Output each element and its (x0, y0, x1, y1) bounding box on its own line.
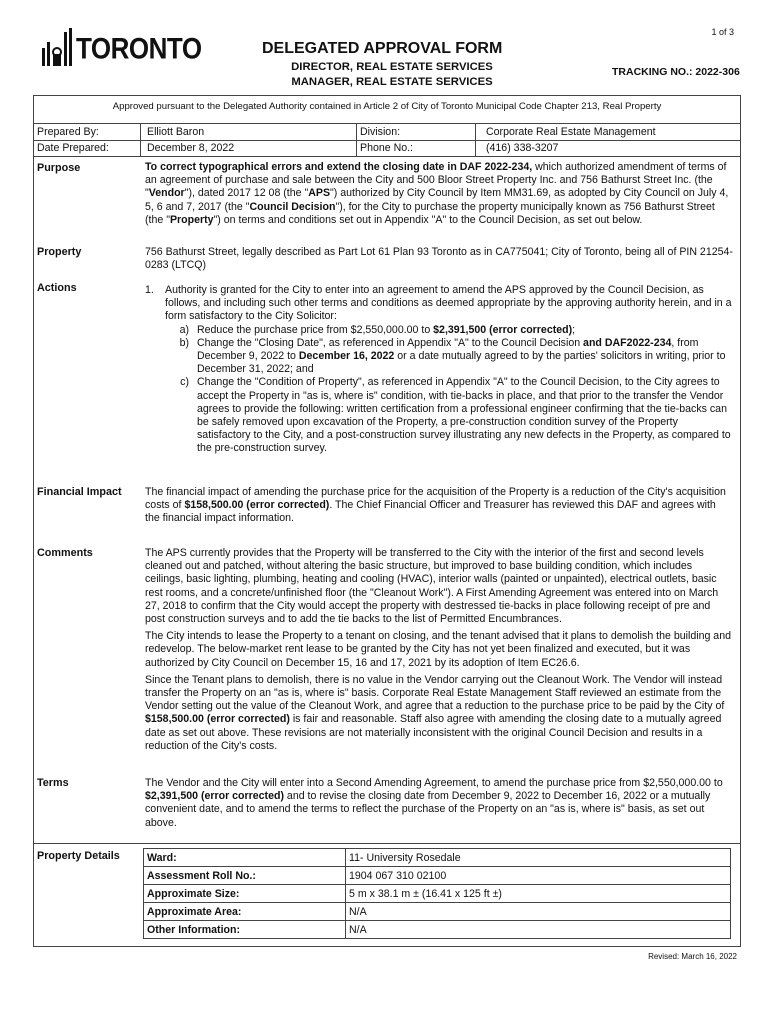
toronto-logo (40, 26, 202, 70)
table-row (144, 885, 731, 903)
logo-wordmark: TORONTO (76, 31, 202, 66)
divider (140, 123, 141, 156)
list-item: c) Change the "Condition of Property", as referenced in Appendix "A" to the Council Decision, to the City agrees to accept the Property in "as is, where is" condition, with tie-backs in place, and that prior to the transfer the Vendor agrees to provide the following: written certification from a professional engineer confirming that the tie-backs can be safely removed upon excavation of the Property, a pre-construction condition survey of the Property satisfactory to the City, and a post-construction survey illustrating any new defects in the Property, as compared to the pre-construction survey. (180, 376, 731, 455)
detail-key: Approximate Area: (144, 903, 346, 921)
detail-key: Approximate Size: (144, 885, 346, 903)
phone-label: Phone No.: (360, 142, 414, 154)
table-row (144, 849, 731, 867)
date-prepared-label: Date Prepared: (37, 142, 109, 154)
revised-date: Revised: March 16, 2022 (648, 952, 737, 961)
table-row (144, 867, 731, 885)
detail-key: Assessment Roll No.: (144, 867, 346, 885)
form-subtitle (262, 60, 522, 90)
detail-value: 5 m x 38.1 m ± (16.41 x 125 ft ±) (346, 885, 731, 903)
property-details-label: Property Details (37, 850, 120, 862)
subtitle-line-1: DIRECTOR, REAL ESTATE SERVICES (291, 61, 493, 73)
detail-key: Other Information: (144, 921, 346, 939)
prepared-by-value: Elliott Baron (147, 126, 205, 138)
terms-text: The Vendor and the City will enter into a Second Amending Agreement, to amend the purchase price from $2,550,000.00 to $2,391,500 (error corrected) and to revise the closing date from December 9, 2022 to December 16, 2022 or a mutually convenient date, and to amend the terms to reflect the purchase of the Property on an "as is, where is" basis, as set out above. (145, 777, 723, 829)
purpose-label: Purpose (37, 162, 81, 174)
page-number: 1 of 3 (711, 27, 734, 37)
detail-value: 11- University Rosedale (346, 849, 731, 867)
actions-text (145, 284, 733, 456)
detail-value: N/A (346, 903, 731, 921)
list-item: a) Reduce the purchase price from $2,550,000.00 to $2,391,500 (error corrected); (179, 323, 576, 336)
division-value: Corporate Real Estate Management (486, 126, 656, 138)
divider (475, 123, 476, 156)
detail-key: Ward: (144, 849, 346, 867)
authority-statement: Approved pursuant to the Delegated Authority contained in Article 2 of City of Toronto Municipal Code Chapter 213, Real Property (112, 101, 662, 112)
list-item: b) Change the "Closing Date", as referenced in Appendix "A" to the Council Decision and DAF2022-234, from December 9, 2022 to December 16, 2022 or a date mutually agreed to by the parties' solicitors in writing, prior to December 31, 2022; and (179, 336, 726, 376)
list-item: 1. Authority is granted for the City to enter into an agreement to amend the APS approved by the Council Decision, as follows, and including such other terms and conditions as deemed appropriate by the approving authority herein, and in a form satisfactory to the City Solicitor: (145, 284, 732, 323)
divider (33, 843, 741, 844)
date-prepared-value: December 8, 2022 (147, 142, 235, 154)
phone-value: (416) 338-3207 (486, 142, 559, 154)
detail-value: 1904 067 310 02100 (346, 867, 731, 885)
table-row (144, 903, 731, 921)
actions-label: Actions (37, 282, 77, 294)
divider (33, 156, 741, 157)
property-label: Property (37, 246, 82, 258)
divider (356, 123, 357, 156)
table-row (144, 921, 731, 939)
property-text: 756 Bathurst Street, legally described as Part Lot 61 Plan 93 Toronto as in CA775041; City of Toronto, being all of PIN 21254-0283 (LTCQ) (145, 246, 733, 272)
financial-impact-label: Financial Impact (37, 486, 122, 498)
form-title: DELEGATED APPROVAL FORM (262, 40, 503, 57)
tracking-number: TRACKING NO.: 2022-306 (612, 66, 740, 78)
division-label: Division: (360, 126, 401, 138)
detail-value: N/A (346, 921, 731, 939)
terms-label: Terms (37, 777, 69, 789)
comments-label: Comments (37, 547, 93, 559)
financial-impact-text: The financial impact of amending the purchase price for the acquisition of the Property is a reduction of the City's acquisition costs of $158,500.00 (error corrected). The Chief Financial Officer and Treasurer has reviewed this DAF and agrees with the financial impact information. (145, 486, 726, 525)
subtitle-line-2: MANAGER, REAL ESTATE SERVICES (291, 76, 493, 88)
comments-text: The APS currently provides that the Property will be transferred to the City with the interior of the first and second levels cleaned out and patched, without altering the basic structure, but improved to base building condition, which includes ceilings, basic lighting, plumbing, heating and cooling (HVAC), interior walls (painted or unpainted), electrical outlets, basic rest rooms, and a concrete/unfinished floor (the "Cleanout Work"). A First Amending Agreement was entered into on March 27, 2018 to confirm that the City would accept the property with destressed tie-backs in place following receipt of pre and post construction surveys and to add the tie backs to the list of Permitted Encumbrances. The City intends to lease the Property to a tenant on closing, and the tenant advised that it plans to demolish the building and redevelop. The below-market rent lease to be granted by the City has not yet been finalized and executed, but it was authorized by City Council on December 15, 16 and 17, 2021 by its adoption of Item EC26.6. Since the Tenant plans to demolish, there is no value in the Vendor carrying out the Cleanout Work. The Vendor will instead transfer the Property on an "as is, where is" basis. Corporate Real Estate Management Staff reviewed an estimate from the Vendor setting out the value of the Cleanout Work, and agree that a reduction to the purchase price to be paid by the City of $158,500.00 (error corrected) is fair and reasonable. Staff also agree with amending the closing date to a mutually agreed date as set out above. These revisions are not materially inconsistent with the original Council Decision and results in a reduction of the City's costs. (145, 547, 731, 752)
purpose-text: To correct typographical errors and extend the closing date in DAF 2022-234, which authorized amendment of terms of an agreement of purchase and sale between the City and 500 Bloor Street Property Inc. and 756 Bathurst Street Inc. (the "Vendor"), dated 2017 12 08 (the "APS") authorized by City Council by Item MM31.69, as adopted by City Council on July 4, 5, 6 and 7, 2017 (the "Council Decision"), for the City to purchase the property municipally known as 756 Bathurst Street (the "Property") on terms and conditions set out in Appendix "A" to the Council Decision, as set out below. (145, 161, 729, 226)
prepared-by-label: Prepared By: (37, 126, 99, 138)
property-details-table (143, 848, 731, 939)
city-hall-icon (40, 28, 74, 68)
